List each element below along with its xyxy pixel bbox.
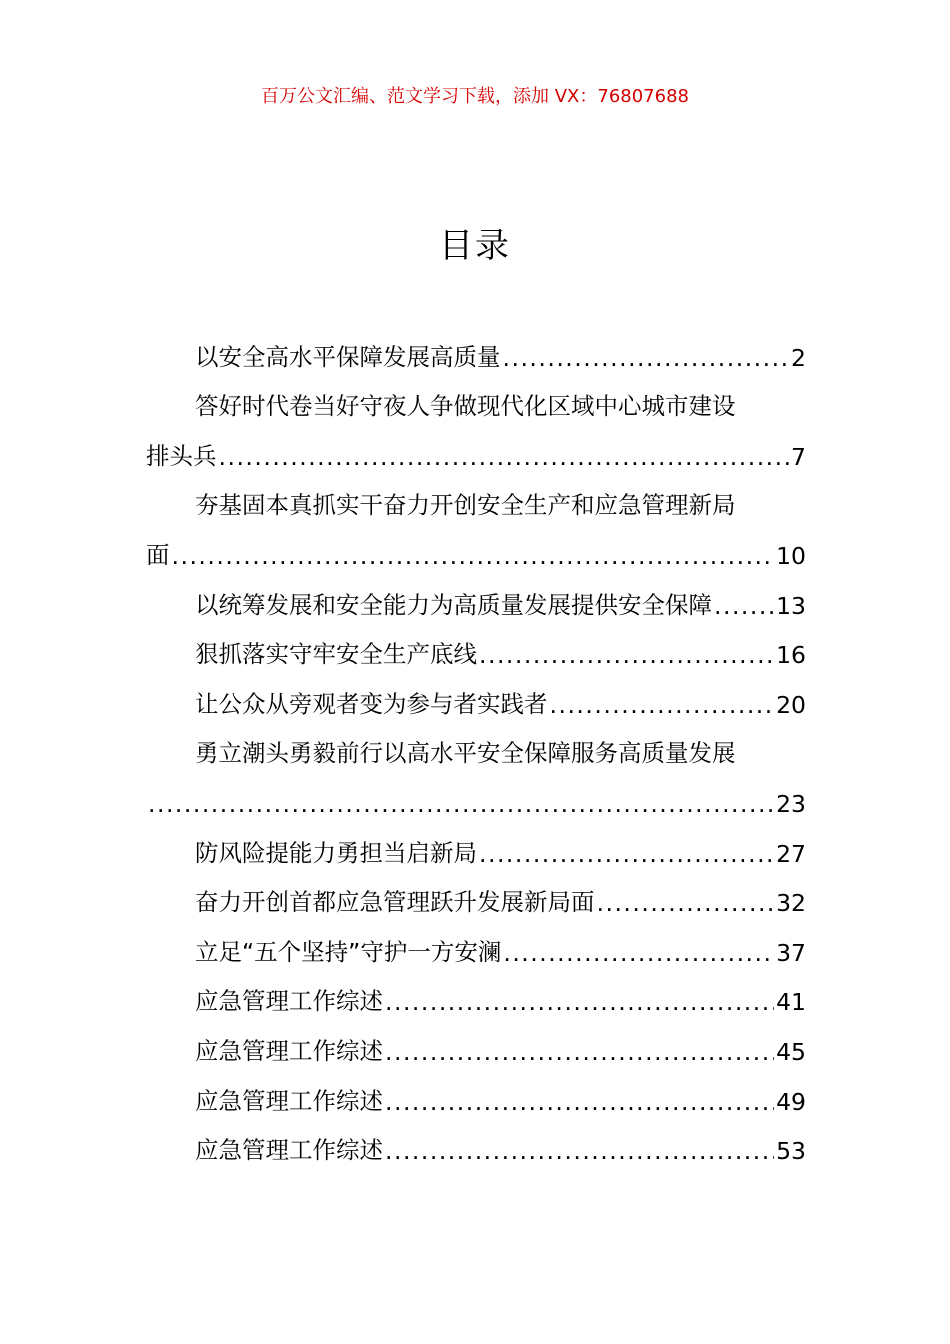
toc-page-number: 23 bbox=[776, 789, 806, 818]
toc-entry-line bbox=[146, 570, 806, 620]
toc-entry-line bbox=[146, 1116, 806, 1166]
toc-page-number: 10 bbox=[776, 541, 806, 570]
toc-entry-title: 答好时代卷当好守夜人争做现代化区域中心城市建设 bbox=[195, 392, 736, 421]
toc-page-number: 45 bbox=[776, 1037, 806, 1066]
toc-entry[interactable] bbox=[146, 967, 806, 1017]
toc-entry-title: 应急管理工作综述 bbox=[195, 1136, 383, 1165]
toc-page-number: 7 bbox=[791, 442, 806, 471]
toc-entry-line bbox=[146, 868, 806, 918]
toc-entry-line bbox=[146, 520, 806, 570]
toc-leader-dots bbox=[479, 840, 774, 868]
toc-page-number: 32 bbox=[776, 889, 806, 918]
toc-entry-line bbox=[146, 669, 806, 719]
toc-entry-line bbox=[146, 471, 806, 521]
toc-entry-title: 防风险提能力勇担当启新局 bbox=[195, 838, 477, 867]
toc-leader-dots bbox=[503, 939, 774, 967]
toc-page-number: 53 bbox=[776, 1137, 806, 1166]
toc-entry[interactable] bbox=[146, 1066, 806, 1116]
toc-entry-line bbox=[146, 1066, 806, 1116]
toc-leader-dots bbox=[385, 1038, 774, 1066]
toc-entry[interactable] bbox=[146, 372, 806, 471]
toc-entry[interactable] bbox=[146, 1016, 806, 1066]
toc-entry-title: 应急管理工作综述 bbox=[195, 1086, 383, 1115]
toc-entry-line bbox=[146, 421, 806, 471]
toc-page-number: 16 bbox=[776, 641, 806, 670]
toc-leader-dots bbox=[503, 344, 790, 372]
toc-entry-title: 立足“五个坚持”守护一方安澜 bbox=[195, 937, 502, 966]
toc-entry[interactable] bbox=[146, 471, 806, 570]
toc-entry-title: 让公众从旁观者变为参与者实践者 bbox=[195, 689, 548, 718]
toc-leader-dots bbox=[148, 790, 774, 818]
toc-entry-title: 面 bbox=[146, 540, 170, 569]
toc-page-number: 2 bbox=[791, 343, 806, 372]
toc-entry-line bbox=[146, 719, 806, 769]
toc-leader-dots bbox=[385, 1137, 774, 1165]
toc-entry-line bbox=[146, 768, 806, 818]
page-title: 目录 bbox=[439, 226, 511, 266]
toc-entry-title: 狠抓落实守牢安全生产底线 bbox=[195, 640, 477, 669]
toc-entry[interactable] bbox=[146, 570, 806, 620]
toc-entry-title: 排头兵 bbox=[146, 441, 217, 470]
toc-leader-dots bbox=[172, 542, 775, 570]
toc-entry-line bbox=[146, 1016, 806, 1066]
toc-entry[interactable] bbox=[146, 1116, 806, 1166]
toc-page-number: 27 bbox=[776, 839, 806, 868]
toc-entry[interactable] bbox=[146, 917, 806, 967]
toc-entry-line bbox=[146, 322, 806, 372]
toc-entry-line bbox=[146, 372, 806, 422]
toc-entry-title: 以安全高水平保障发展高质量 bbox=[195, 342, 501, 371]
toc-entry[interactable] bbox=[146, 719, 806, 818]
toc-entry-line bbox=[146, 818, 806, 868]
toc-entry-title: 勇立潮头勇毅前行以高水平安全保障服务高质量发展 bbox=[195, 739, 736, 768]
toc-entry-title: 应急管理工作综述 bbox=[195, 987, 383, 1016]
toc-leader-dots bbox=[385, 988, 774, 1016]
toc-entry-title: 奋力开创首都应急管理跃升发展新局面 bbox=[195, 888, 595, 917]
table-of-contents bbox=[146, 322, 806, 1165]
toc-entry-line bbox=[146, 967, 806, 1017]
toc-leader-dots bbox=[714, 592, 774, 620]
toc-leader-dots bbox=[219, 443, 790, 471]
toc-leader-dots bbox=[479, 641, 774, 669]
toc-entry[interactable] bbox=[146, 322, 806, 372]
toc-page-number: 13 bbox=[776, 591, 806, 620]
toc-page-number: 49 bbox=[776, 1087, 806, 1116]
toc-leader-dots bbox=[550, 691, 775, 719]
toc-entry[interactable] bbox=[146, 620, 806, 670]
toc-page-number: 37 bbox=[776, 938, 806, 967]
toc-entry-line bbox=[146, 917, 806, 967]
toc-page-number: 20 bbox=[776, 690, 806, 719]
toc-entry[interactable] bbox=[146, 818, 806, 868]
toc-entry-title: 应急管理工作综述 bbox=[195, 1036, 383, 1065]
toc-page-number: 41 bbox=[776, 988, 806, 1017]
toc-leader-dots bbox=[597, 889, 775, 917]
download-banner: 百万公文汇编、范文学习下载，添加 VX：76807688 bbox=[261, 86, 689, 107]
toc-entry-line bbox=[146, 620, 806, 670]
toc-leader-dots bbox=[385, 1088, 774, 1116]
toc-entry-title: 夯基固本真抓实干奋力开创安全生产和应急管理新局 bbox=[195, 491, 736, 520]
toc-entry[interactable] bbox=[146, 669, 806, 719]
toc-entry-title: 以统筹发展和安全能力为高质量发展提供安全保障 bbox=[195, 590, 712, 619]
toc-entry[interactable] bbox=[146, 868, 806, 918]
